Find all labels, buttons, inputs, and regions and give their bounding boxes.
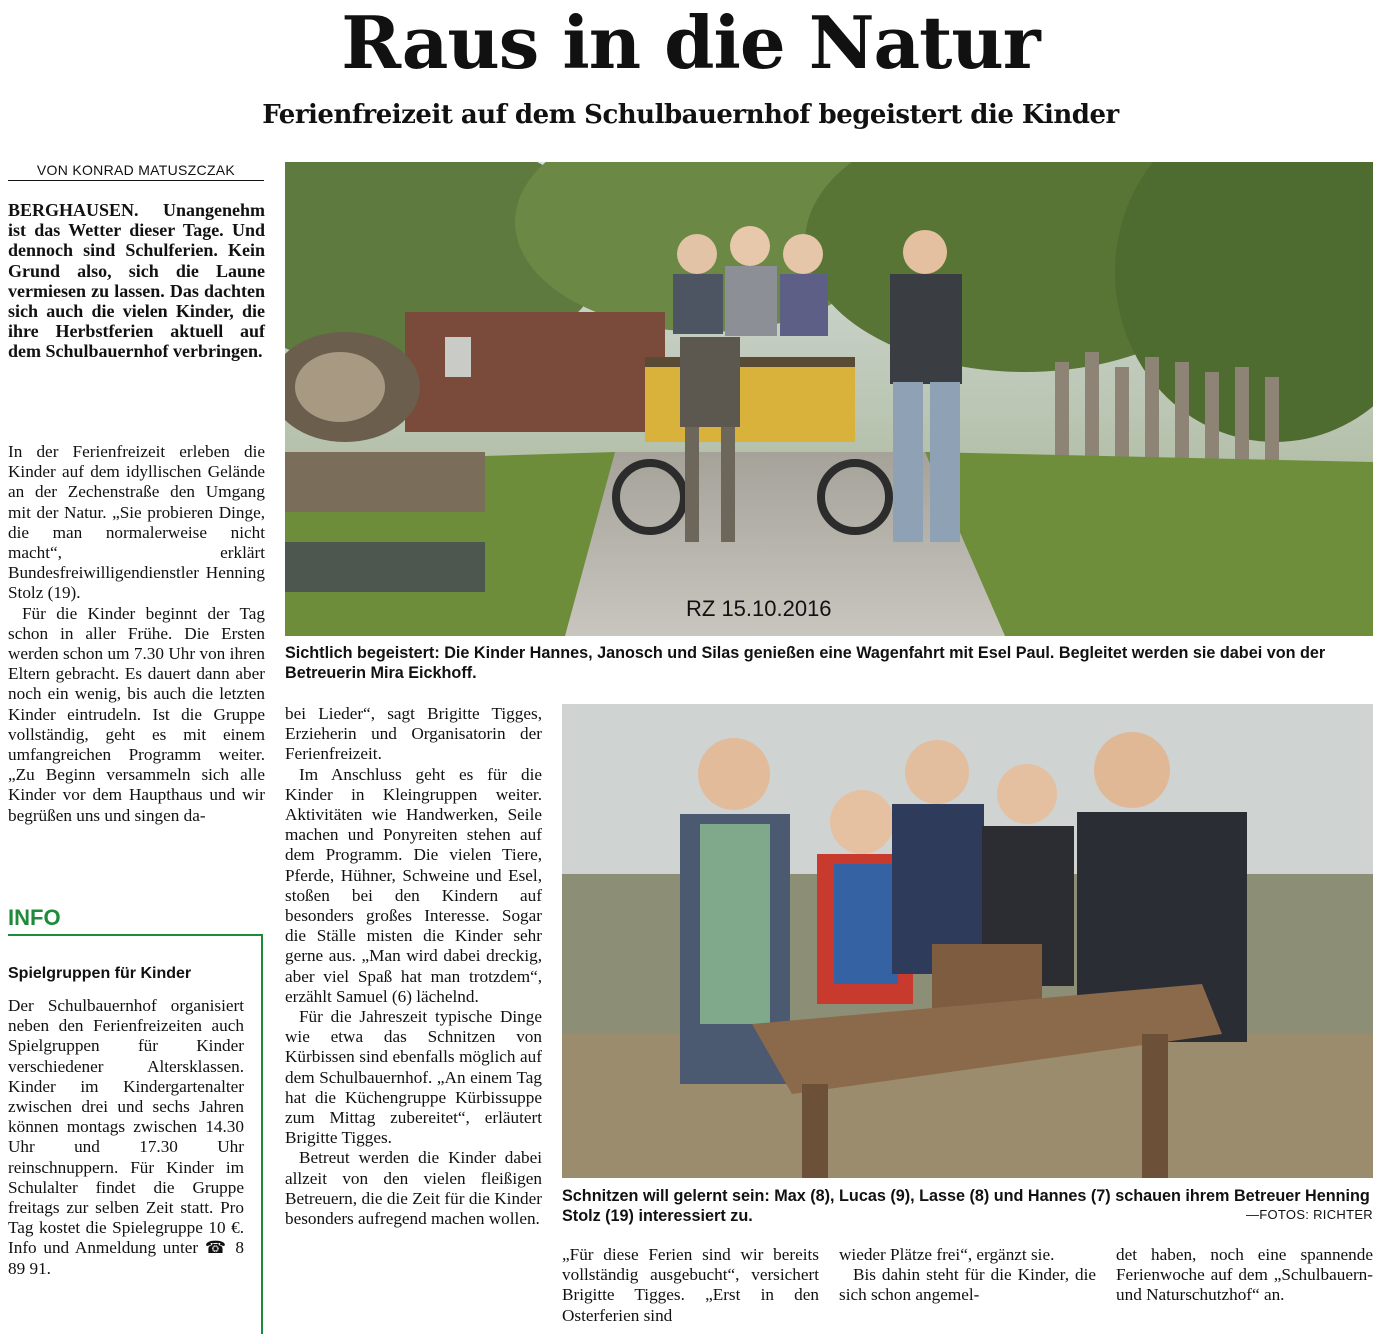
photo-woodcarving-image: [562, 704, 1373, 1178]
top-photo-caption: Sichtlich begeistert: Die Kinder Hannes, Janosch und Silas genießen eine Wagenfahrt mit Esel Paul. Begleitet werden sie dabei von der Betreuerin Mira Eickhoff.: [285, 644, 1326, 682]
paragraph: Im Anschluss geht es für die Kinder in Kleingruppen weiter. Aktivitäten wie Handwerken, Seile machen und Ponyreiten stehen auf dem Programm. Die vielen Tiere, Pferde, Hühner, Schweine und Esel, stoßen bei den Kindern auf besonders großes Interesse. Sogar die Ställe misten die Kinder sehr gerne aus. „Man wird dabei dreckig, aber viel Spaß hat man trotzdem“, erzählt Samuel (6) lächelnd.: [285, 764, 542, 1006]
lead-paragraph: [8, 200, 265, 362]
paragraph: Betreut werden die Kinder dabei allzeit von den vielen fleißigen Betreuern, die die Zeit für die Kinder besonders aufregend machen wollen.: [285, 1148, 542, 1229]
byline: VON KONRAD MATUSZCZAK: [8, 162, 264, 181]
paragraph: det haben, noch eine spannende Ferienwoche auf dem „Schulbauern- und Naturschutzhof“ an.: [1116, 1245, 1373, 1305]
column-4: [839, 1245, 1096, 1306]
headline: Raus in die Natur: [341, 0, 1040, 85]
column-5: [1116, 1245, 1373, 1306]
date-stamp: RZ 15.10.2016: [686, 596, 832, 621]
paragraph: Für die Jahreszeit typische Dinge wie etwa das Schnitzen von Kürbissen sind ebenfalls möglich auf dem Schulbauernhof. „An einem Tag hat die Küchengruppe Kürbissuppe zum Mittag zubereitet“, erläutert Brigitte Tigges.: [285, 1007, 542, 1148]
paragraph: In der Ferienfreizeit erleben die Kinder auf dem idyllischen Gelände an der Zechenstraße den Umgang mit der Natur. „Sie probieren Dinge, die man normalerweise nicht macht“, erklärt Bundesfreiwilligendienstler Henning Stolz (19).: [8, 442, 265, 603]
info-title: Spielgruppen für Kinder: [8, 965, 192, 982]
dateline: BERGHAUSEN.: [8, 200, 139, 220]
lead-text: Unangenehm ist das Wetter dieser Tage. Und dennoch sind Schulferien. Kein Grund also, sich die Laune vermiesen zu lassen. Das dachten sich auch die vielen Kinder, die ihre Herbstferien aktuell auf dem Schulbauernhof verbringen.: [8, 200, 265, 362]
paragraph: Bis dahin steht für die Kinder, die sich schon angemel-: [839, 1265, 1096, 1305]
paragraph: Für die Kinder beginnt der Tag schon in aller Frühe. Die Ersten werden schon um 7.30 Uhr von ihren Eltern gebracht. Es dauert dann aber noch ein wenig, bis auch die letzten Kinder eintrudeln. Ist die Gruppe vollständig, geht es mit einem umfangreichen Programm weiter. „Zu Beginn versammeln sich alle Kinder vor dem Haupthaus und wir begrüßen uns und singen da-: [8, 603, 265, 825]
photo-donkey-cart: [285, 162, 1373, 636]
subheadline: Ferienfreizeit auf dem Schulbauernhof begeistert die Kinder: [262, 100, 1119, 130]
paragraph: wieder Plätze frei“, ergänzt sie.: [839, 1245, 1055, 1264]
paragraph: „Für diese Ferien sind wir bereits vollständig ausgebucht“, versichert Brigitte Tigges. „Erst in den Osterferien sind: [562, 1245, 819, 1325]
photo-woodcarving: [562, 704, 1373, 1178]
info-text: [8, 996, 244, 1279]
column-3: [562, 1245, 819, 1326]
paragraph: bei Lieder“, sagt Brigitte Tigges, Erzieherin und Organisatorin der Ferienfreizeit.: [285, 704, 542, 764]
photo-donkey-cart-image: [285, 162, 1373, 636]
info-body: Der Schulbauernhof organisiert neben den Ferienfreizeiten auch Spielgruppen für Kinder verschiedener Altersklassen. Kinder im Kindergartenalter zwischen drei und sechs Jahren können montags zwischen 14.30 Uhr und 17.30 Uhr reinschnuppern. Für Kinder im Schulalter findet die Gruppe freitags zur selben Zeit statt. Pro Tag kostet die Spielegruppe 10 €. Info und Anmeldung unter: [8, 996, 244, 1258]
column-2: [285, 704, 542, 1229]
column-1: [8, 442, 265, 826]
info-phone: ☎ 8 89 91.: [8, 1238, 244, 1278]
bottom-photo-caption: Schnitzen will gelernt sein: Max (8), Lucas (9), Lasse (8) und Hannes (7) schauen ihrem Betreuer Henning Stolz (19) interessiert zu.: [562, 1187, 1370, 1225]
info-label: INFO: [8, 905, 61, 930]
photo-credit: —FOTOS: RICHTER: [1245, 1207, 1373, 1222]
